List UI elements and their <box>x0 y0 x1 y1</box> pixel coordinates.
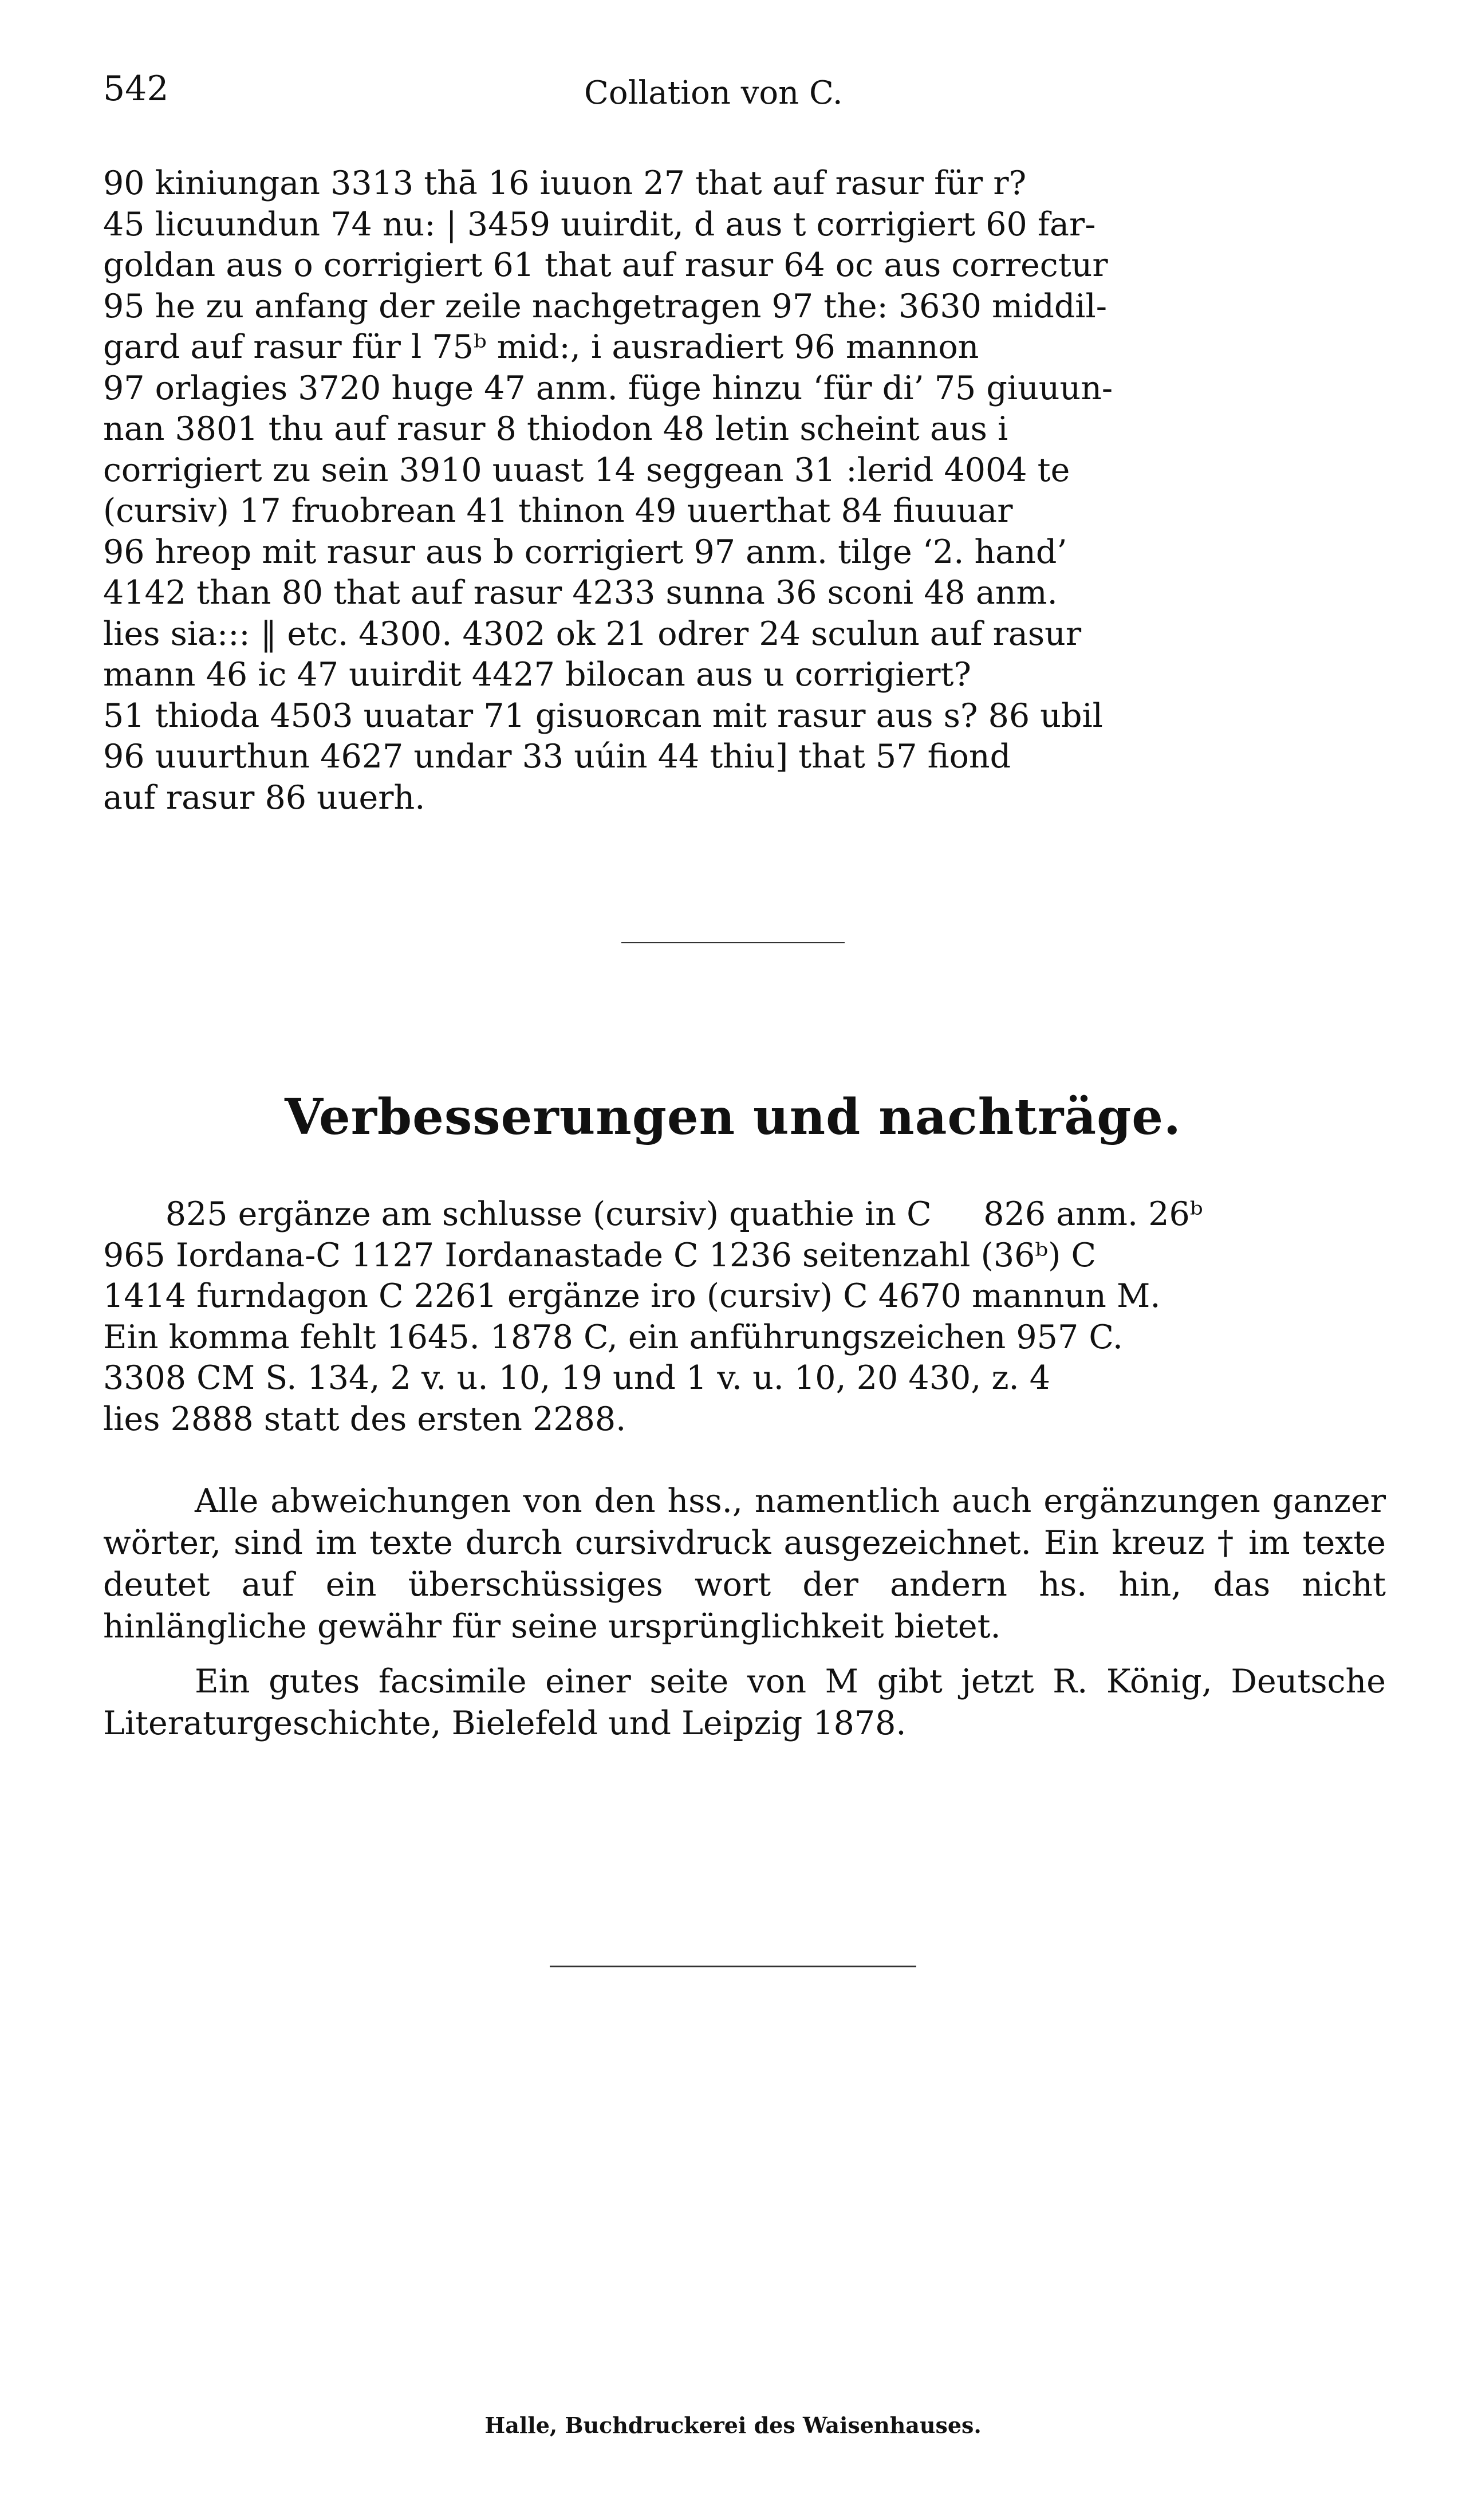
corrections-line: 965 Iordana-C 1127 Iordanastade C 1236 seitenzahl (36ᵇ) C <box>103 1236 1097 1274</box>
section-title: Verbesserungen und nachträge. <box>285 1088 1181 1146</box>
collation-line: 4142 than 80 that auf rasur 4233 sunna 36 sconi 48 anm. <box>103 574 1058 612</box>
note-paragraph-2 <box>103 1661 1386 1745</box>
end-divider <box>550 1966 916 1967</box>
collation-line: 90 kiniungan 3313 thā 16 iuuon 27 that auf rasur für r? <box>103 164 1027 202</box>
collation-line: 95 he zu anfang der zeile nachgetragen 97 the: 3630 middil- <box>103 287 1108 325</box>
corrections-line: 1414 furndagon C 2261 ergänze iro (cursiv) C 4670 mannun M. <box>103 1277 1161 1315</box>
collation-line: 45 licuundun 74 nu: | 3459 uuirdit, d aus t corrigiert 60 far- <box>103 205 1096 243</box>
page-header <box>103 69 1386 120</box>
collation-line: gard auf rasur für l 75ᵇ mid:, i ausradiert 96 mannon <box>103 328 979 366</box>
collation-line: 96 hreop mit rasur aus b corrigiert 97 anm. tilge ‘2. hand’ <box>103 533 1067 571</box>
collation-line: 97 orlagies 3720 huge 47 anm. füge hinzu ‘für di’ 75 giuuun- <box>103 369 1113 407</box>
section-divider <box>621 942 845 943</box>
printer-imprint: Halle, Buchdruckerei des Waisenhauses. <box>484 2412 982 2438</box>
collation-line: corrigiert zu sein 3910 uuast 14 seggean 31 :lerid 4004 te <box>103 451 1070 489</box>
corrections-line: 3308 CM S. 134, 2 v. u. 10, 19 und 1 v. u. 10, 20 430, z. 4 <box>103 1359 1051 1397</box>
corrections-line: lies 2888 statt des ersten 2288. <box>103 1400 626 1438</box>
collation-line: auf rasur 86 uuerh. <box>103 778 425 817</box>
collation-block <box>103 163 1386 818</box>
collation-line: mann 46 ic 47 uuirdit 4427 bilocan aus u corrigiert? <box>103 656 971 694</box>
collation-line: nan 3801 thu auf rasur 8 thiodon 48 letin scheint aus i <box>103 410 1008 448</box>
note-text: Ein gutes facsimile einer seite von M gibt jetzt R. König, Deutsche Literaturgeschichte, Bielefeld und Leipzig 1878. <box>103 1663 1386 1742</box>
running-title: Collation von C. <box>584 74 843 112</box>
page-number: 542 <box>103 69 169 109</box>
collation-line: goldan aus o corrigiert 61 that auf rasur 64 oc aus correctur <box>103 246 1108 284</box>
note-paragraph-1 <box>103 1480 1386 1648</box>
collation-line: (cursiv) 17 fruobrean 41 thinon 49 uuerthat 84 fiuuuar <box>103 492 1013 530</box>
corrections-line: Ein komma fehlt 1645. 1878 C, ein anführungszeichen 957 C. <box>103 1318 1124 1356</box>
note-text: Alle abweichungen von den hss., namentlich auch ergänzungen ganzer wörter, sind im texte durch cursivdruck ausgezeichnet. Ein kreuz † im texte deutet auf ein überschüssiges wort der andern hs. hin, das nicht hinlängliche gewähr für seine ursprünglichkeit bietet. <box>103 1482 1386 1645</box>
corrections-block <box>103 1194 1386 1440</box>
corrections-line: 825 ergänze am schlusse (cursiv) quathie in C 826 anm. 26ᵇ <box>103 1195 1203 1233</box>
collation-line: 51 thioda 4503 uuatar 71 gisuoʀcan mit rasur aus s? 86 ubil <box>103 696 1103 735</box>
collation-line: 96 uuurthun 4627 undar 33 uúin 44 thiu] that 57 fiond <box>103 738 1011 775</box>
collation-line: lies sia::: ‖ etc. 4300. 4302 ok 21 odrer 24 sculun auf rasur <box>103 615 1082 653</box>
